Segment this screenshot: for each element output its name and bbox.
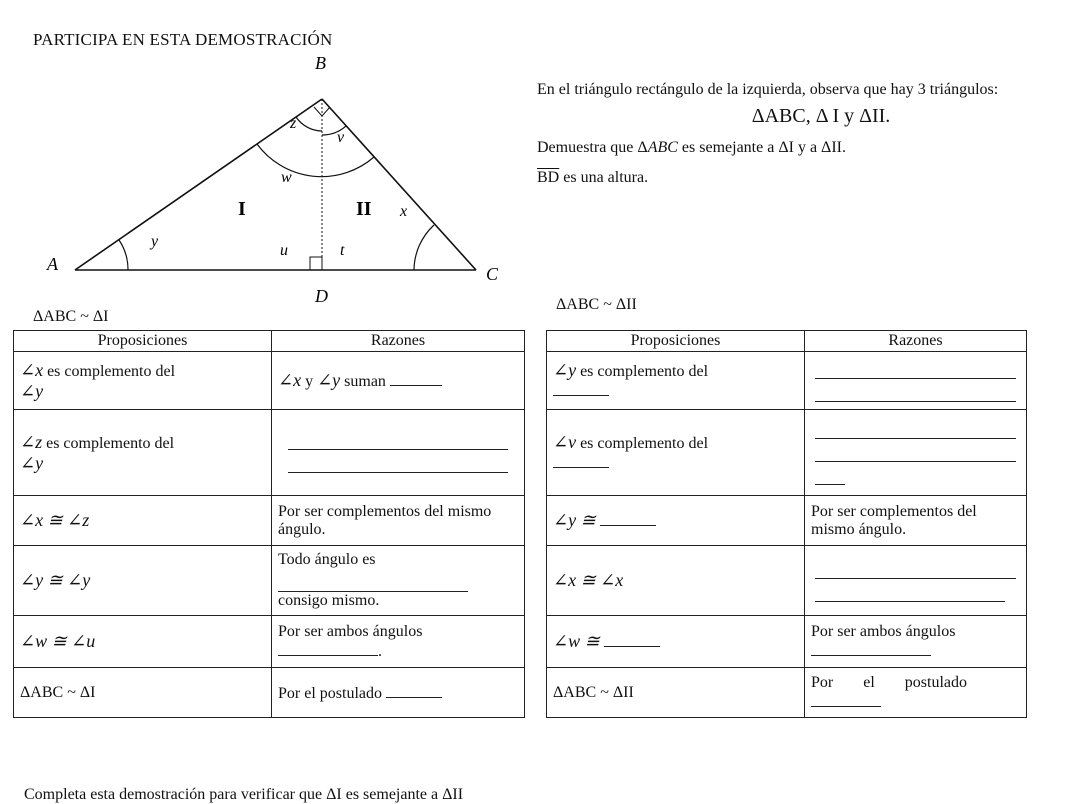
- table-row: [14, 616, 525, 668]
- answer-blank[interactable]: [288, 427, 508, 450]
- right-angle-mark-d: [310, 257, 322, 270]
- header-reasons: Razones: [805, 331, 1027, 352]
- answer-blank[interactable]: [815, 556, 1016, 579]
- answer-blank[interactable]: [278, 641, 378, 656]
- angle-label-w: w: [281, 169, 292, 186]
- table-header-row: [547, 331, 1027, 352]
- answer-blank[interactable]: [815, 439, 1016, 462]
- proposition-cell: ∠v es complemento del: [547, 410, 805, 496]
- reason-cell: Por el postulado: [805, 668, 1027, 718]
- vertex-label-c: C: [486, 264, 499, 284]
- proposition-cell: ∠x ≅ ∠z: [14, 496, 272, 546]
- region-label-ii: II: [356, 198, 372, 220]
- reason-cell: [805, 546, 1027, 616]
- left-proof-table: [13, 330, 525, 718]
- table-row: [547, 410, 1027, 496]
- arc-y: [119, 240, 128, 270]
- arc-w: [257, 144, 374, 177]
- reason-cell: [272, 410, 525, 496]
- proposition-cell: ∠y ≅: [547, 496, 805, 546]
- answer-blank[interactable]: [811, 692, 881, 707]
- angle-label-u: u: [280, 242, 288, 259]
- proposition-cell: ∠x es complemento del ∠y: [14, 352, 272, 410]
- angle-label-v: v: [337, 129, 345, 146]
- reason-cell: [805, 352, 1027, 410]
- answer-blank[interactable]: [390, 371, 442, 386]
- answer-blank[interactable]: [815, 462, 845, 485]
- reason-cell: Todo ángulo es consigo mismo.: [272, 546, 525, 616]
- table-row: [14, 352, 525, 410]
- table-row: [547, 546, 1027, 616]
- table-row: [547, 668, 1027, 718]
- answer-blank[interactable]: [553, 381, 609, 396]
- angle-label-x: x: [400, 203, 408, 220]
- answer-blank[interactable]: [815, 416, 1016, 439]
- proposition-cell: ∠y ≅ ∠y: [14, 546, 272, 616]
- answer-blank[interactable]: [288, 450, 508, 473]
- reason-cell: ∠x y ∠y suman: [272, 352, 525, 410]
- prove-statement: Demuestra que ΔABC es semejante a ΔI y a ΔII.: [537, 139, 846, 156]
- table-header-row: [14, 331, 525, 352]
- table-row: [14, 546, 525, 616]
- vertex-label-d: D: [315, 286, 328, 306]
- reason-cell: Por ser complementos del mismo ángulo.: [272, 496, 525, 546]
- answer-blank[interactable]: [604, 632, 660, 647]
- table-row: [14, 496, 525, 546]
- side-bc: [322, 99, 476, 270]
- answer-blank[interactable]: [278, 569, 468, 592]
- page-title: PARTICIPA EN ESTA DEMOSTRACIÓN: [33, 30, 333, 49]
- arc-z: [296, 117, 322, 131]
- header-propositions: Proposiciones: [547, 331, 805, 352]
- instructions: [537, 80, 1015, 188]
- vertex-label-b: B: [315, 53, 326, 73]
- angle-label-y: y: [151, 233, 159, 250]
- region-label-i: I: [238, 198, 246, 220]
- arc-x: [414, 225, 434, 270]
- right-proof-caption: ΔABC ~ ΔII: [556, 296, 637, 313]
- proposition-cell: ∠x ≅ ∠x: [547, 546, 805, 616]
- proposition-cell: ΔABC ~ ΔI: [14, 668, 272, 718]
- table-row: [14, 410, 525, 496]
- reason-cell: Por ser ambos ángulos: [805, 616, 1027, 668]
- table-row: [547, 616, 1027, 668]
- header-propositions: Proposiciones: [14, 331, 272, 352]
- vertex-label-a: A: [47, 254, 58, 274]
- proposition-cell: ∠y es complemento del: [547, 352, 805, 410]
- altitude-statement: $\overline{BD}$ es una altura.: [537, 169, 649, 186]
- answer-blank[interactable]: [386, 683, 442, 698]
- answer-blank[interactable]: [811, 641, 931, 656]
- answer-blank[interactable]: [815, 379, 1016, 402]
- triangles-list: ΔABC, Δ I y ΔII.: [751, 105, 891, 127]
- proposition-cell: ∠w ≅: [547, 616, 805, 668]
- reason-cell: Por ser complementos del mismo ángulo.: [805, 496, 1027, 546]
- answer-blank[interactable]: [815, 579, 1005, 602]
- instructions-text: En el triángulo rectángulo de la izquierda, observa que hay 3 triángulos:: [537, 81, 999, 98]
- proposition-cell: ∠z es complemento del ∠y: [14, 410, 272, 496]
- answer-blank[interactable]: [553, 453, 609, 468]
- reason-cell: Por el postulado: [272, 668, 525, 718]
- reason-cell: [805, 410, 1027, 496]
- answer-blank[interactable]: [600, 511, 656, 526]
- right-proof-table: [546, 330, 1027, 718]
- proposition-cell: ΔABC ~ ΔII: [547, 668, 805, 718]
- footer-text: Completa esta demostración para verificar que ΔI es semejante a ΔII: [24, 786, 464, 803]
- reason-cell: Por ser ambos ángulos .: [272, 616, 525, 668]
- table-row: [14, 668, 525, 718]
- table-row: [547, 352, 1027, 410]
- left-proof-caption: ΔABC ~ ΔI: [33, 308, 109, 325]
- right-triangle-figure: [30, 50, 530, 310]
- header-reasons: Razones: [272, 331, 525, 352]
- table-row: [547, 496, 1027, 546]
- answer-blank[interactable]: [815, 356, 1016, 379]
- angle-label-z: z: [290, 115, 297, 132]
- angle-label-t: t: [340, 242, 345, 259]
- proposition-cell: ∠w ≅ ∠u: [14, 616, 272, 668]
- segment-bd: $\overline{BD}$: [537, 169, 560, 186]
